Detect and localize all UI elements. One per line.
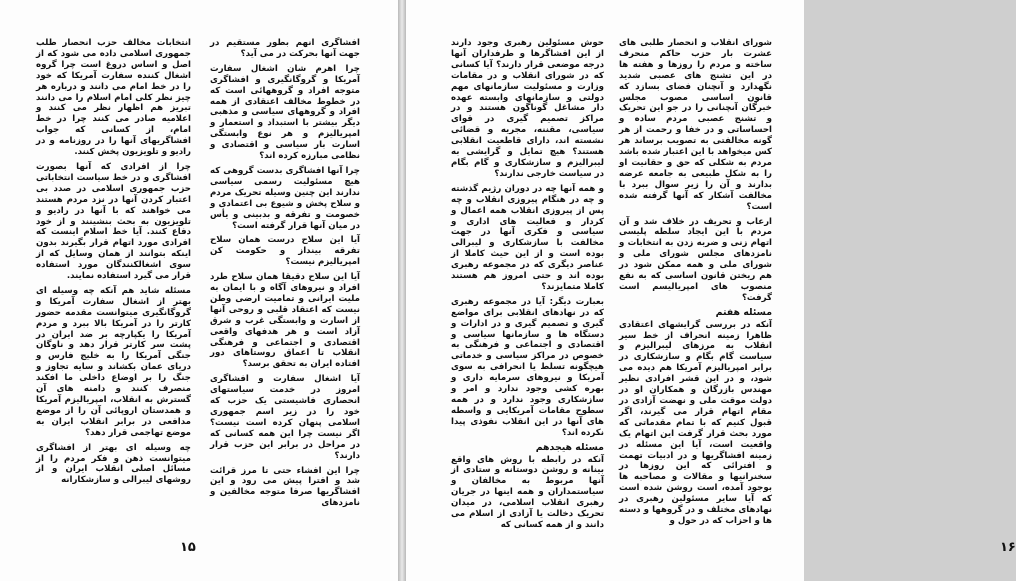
paragraph: مسئله شاید هم آنکه چه وسیله ای بهتر از اشغال سفارت آمریکا و گروگانگیری میتوانست مقدمه حضور کارتر را در آمریکا بالا ببرد و مردم آمریکا را یکپارچه بر ضد ایران در پشت سر کارتر قرار دهد و ناوگان جنگی آمریکا را به خلیج فارس و دریای عمان بکشاند و سایه تجاوز و جنگ را بر اوضاع داخلی ما افکند منصرف کنند و دامنه های آن گسترش به انقلاب، امپریالیزم آمریکا و همدستان اروپائی آن را از موضع مدافعی در برابر انقلاب ایران به موضع تهاجمی قرار دهد؟ [36,285,191,438]
paragraph: چرا این افشاء حتی تا مرز قرائت شد و افترا پیش می رود و این افشاگریها صرفا متوجه مخالفین و نامزدهای [210,465,360,509]
paragraph: آیا این سلاح دقیقا همان سلاح طرد افراد و نیروهای آگاه و با ایمان به ملیت ایرانی و تمامیت ارضی وطن نیست که اعتقاد قلبی و روحی آنها از اسارت و وابستگی غرب و شرق آزاد است و هر هدفهای واقعی اقتصادی و اجتماعی و فرهنگی انقلاب تا اعماق روستاهای دور افتاده ایران به تحقق برسد؟ [210,272,360,370]
paragraph: آیا این سلاح درست همان سلاح تفرقه بینداز و حکومت کن امپریالیزم نیست؟ [210,235,360,268]
right-page-left-column [451,38,604,548]
paragraph: ارعاب و تحریف در خلاف شد و آن مردم با این ایجاد سلطه پلیسی اتهام زنی و ضربه زدن به انتخابات و نامزدهای مجلس شورای ملی و شورای ملی و همه ممکن شود در هم ریختن قانون اساسی که به نفع منصوب های امپریالیسم است گرفت؟ [619,216,772,303]
book-gutter [398,0,406,581]
left-page-left-column [36,38,191,548]
paragraph: و همه آنها چه در دوران رژیم گذشته و چه در هنگام پیروزی انقلاب و چه پس از پیروزی انقلاب همه اعمال و کردار و فعالیت های اداری و سیاسی و فکری آنها در جهت مخالفت با سازشکاری و لیبرالی بوده است و از این حیث کاملا از عناصر دیگری که در مجموعه رهبری بوده اند و حتی امروز هم هستند کاملا متمایزند؟ [451,183,604,292]
section-heading: مسئله هفتم [715,306,772,318]
left-page [0,0,398,581]
paragraph: چرا از افرادی که آنها بصورت افشاگری و در خط سیاست انتخاباتی حزب جمهوری اسلامی در صدد بی اعتبار کردن آنها در نزد مردم هستند می خواهند که با آنها در رادیو و تلویزیون به بحث بنشینند و از خود دفاع کنند. آیا خط اسلام اینست که افرادی مورد اتهام قرار بگیرند بدون اینکه بتوانند از همان وسایل که از سوی اشغالکنندگان مورد استفاده قرار می گیرد استفاده نمایند. [36,161,191,282]
page-number: ۱۵ [180,540,196,555]
paragraph: شورای انقلاب و انحصار طلبی های عشرت بار حزب حاکم منحرف ساخته و مردم را روزها و هفته ها در این تشنج های عصبی شدید نگهدارد و آنچنان فضای بسازد که قانون اساسی مصوب مجلس خبرگان آنچنانی را در جو این تحریک و تشنج عصبی مردم ساده و احساساتی و در خفا و رحمت از هر گونه مخالفتی به تصویب برساند هر کس میخواهد با این اعتبار شده باشد مردم به شکلی که حق و حقانیت او را به شکل طبیعی به جامعه عرضه بدارند و آن را زیر سوال ببرد با مخالفت آشکار که آنها گرفته شده است؟ [619,38,772,212]
paragraph: چرا آنها افشاگری بدست گروهی که هیچ مسئولیت رسمی سیاسی ندارند این چنین وسیله تحریک مردم و سلاح پخش و شیوع بی اعتمادی و خصومت و تفرقه و بدبینی و یأس در میان آنها قرار گرفته است؟ [210,165,360,231]
left-page-right-column [210,38,360,548]
page-number: ۱۶ [1000,540,1016,555]
paragraph: آنکه در بررسی گرایشهای اعتقادی ظاهرا زمینه انحراف از خط سیر انقلاب به مرزهای لیبرالیزم و سیاست گام بگام و سازشکاری در برابر امپریالیزم آمریکا هم دیده می شود، و در این قشر افرادی نظیر مهندس بازرگان و همکاران او در دولت موقت ملی و نهضت آزادی در مقام اتهام قرار می گیرند، اگر قبول کنیم که با تمام مقدماتی که مورد بحث قرار گرفت این اتهام یک واقعیت است، آیا این مسئله در زمینه افشاگریها و در ادبیات تهمت و افترائی که این روزها در سخنرانیها و مقالات و مصاحبه ها بوجود آمده، است روشن شده است که آیا سایر مسئولین رهبری در نهادهای مختلف و در گروهها و دسته ها و احزاب که در حول و [619,319,772,526]
paragraph: چه وسیله ای بهتر از افشاگری میتوانست ذهن و فکر مردم را از مسائل اصلی انقلاب ایران و از روشهای لیبرالی و سازشکارانه [36,442,191,486]
right-page [406,0,1016,581]
paragraph: حوش مسئولین رهبری وجود دارند از این افشاگرها و طرفداران آنها درجه موضعی قرار دارند؟ آیا کسانی که در شورای انقلاب و در مقامات وزارت و مسئولیت سازمانهای مهم دولتی و سازمانهای وابسته عهده دار مشاغل گوناگون هستند و در مراکز تصمیم گیری در قوای سیاسی، مقننه، مجریه و قضائی نشسته اند، دارای قاطعیت انقلابی هستند؟ هیچ تمایل و گرایشی به لیبرالیزم و سازشکاری و گام بگام در سیاست خارجی ندارند؟ [451,38,604,179]
paragraph: آنکه در رابطه با روش های واقع بینانه و روشن دوستانه و ستادی از آنها مربوط به مخالفان و سیاستمداران و همه اینها در جریان رهبری انقلاب اسلامی، در میدان تحریک دخالت یا آزادی از اسلام می دانند و از همه کسانی که [451,454,604,530]
section-heading: مسئله هیجدهم [535,441,604,453]
paragraph: آیا اشغال سفارت و افشاگری امروز در خدمت سیاستهای انحصاری فاشیستی یک حزب که خود را در زیر اسم جمهوری اسلامی پنهان کرده است نیست؟ اگر نیست چرا این همه کسانی که در مراحل در برابر این حزب قرار دارند؟ [210,374,360,461]
paragraph: چرا اهرم شان اشغال سفارت آمریکا و گروگانگیری و افشاگری متوجه افراد و گروههائی است که در خطوط مخالف اعتقادی از همه افراد و گروههای سیاسی و مذهبی دیگر بیشتر با استبداد و استعمار و امپریالیزم و هر نوع وابستگی اسارت بار سیاسی و اقتصادی و نظامی مبارزه کرده اند؟ [210,63,360,162]
paragraph: انتخابات مخالف حزب انحصار طلب جمهوری اسلامی داده می شود که از اصل و اساس دروغ است چرا گروه اشغال کننده سفارت آمریکا که خود را در خط امام می دانند و درباره هر چیز نظر کلی امام اسلام را می دانند تبریز هم اظهار نظر می کنند و اعلامیه صادر می کنند چرا در خط امام، از کسانی که جواب افشاگریهای آنها را در روزنامه و در رادیو و تلویزیون پخش کنند. [36,38,191,158]
right-page-right-column [619,38,772,548]
paragraph: افشاگری انهم بطور مستقیم در جهت آنها بحرکت در می آید؟ [210,38,360,59]
paragraph: بعبارت دیگر: آیا در مجموعه رهبری که در نهادهای انقلابی برای مواضع گیری و تصمیم گیری و در ادارات و دستگاه ها و سازمانها سیاسی و اقتصادی و اجتماعی و فرهنگی به خصوص در مراکز سیاسی و خدماتی هیچگونه تسلط یا انحرافی به سوی آمریکا و نیروهای سرمایه داری و بهره کشی وجود ندارد و امر و سازشکاری وجود ندارد و در همه سطوح مقامات آمریکایی و واسطه های آنها در این انقلاب نفوذی پیدا نکرده اند؟ [451,296,604,438]
